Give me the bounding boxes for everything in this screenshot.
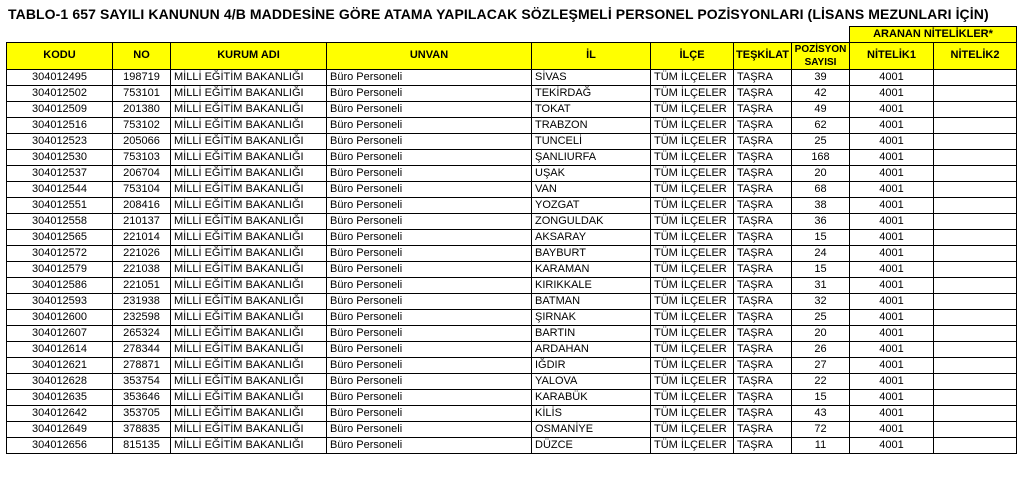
cell-no: 201380 <box>113 101 171 117</box>
cell-pozisyon-sayisi: 15 <box>792 389 850 405</box>
cell-no: 353646 <box>113 389 171 405</box>
cell-il: DÜZCE <box>532 437 651 453</box>
table-row <box>7 85 1017 101</box>
cell-no: 205066 <box>113 133 171 149</box>
cell-kurum-adi: MİLLİ EĞİTİM BAKANLIĞI <box>171 421 327 437</box>
cell-kodu: 304012509 <box>7 101 113 117</box>
cell-pozisyon-sayisi: 32 <box>792 293 850 309</box>
col-header-no: NO <box>113 42 171 69</box>
cell-nitelik2 <box>934 197 1017 213</box>
cell-ilce: TÜM İLÇELER <box>651 149 734 165</box>
cell-nitelik2 <box>934 213 1017 229</box>
cell-unvan: Büro Personeli <box>327 245 532 261</box>
cell-no: 353754 <box>113 373 171 389</box>
cell-kodu: 304012502 <box>7 85 113 101</box>
table-row <box>7 117 1017 133</box>
cell-kurum-adi: MİLLİ EĞİTİM BAKANLIĞI <box>171 229 327 245</box>
cell-kurum-adi: MİLLİ EĞİTİM BAKANLIĞI <box>171 341 327 357</box>
cell-kodu: 304012495 <box>7 69 113 85</box>
cell-teskilat: TAŞRA <box>734 405 792 421</box>
cell-unvan: Büro Personeli <box>327 277 532 293</box>
cell-kurum-adi: MİLLİ EĞİTİM BAKANLIĞI <box>171 261 327 277</box>
table-row <box>7 101 1017 117</box>
cell-ilce: TÜM İLÇELER <box>651 277 734 293</box>
cell-teskilat: TAŞRA <box>734 261 792 277</box>
cell-ilce: TÜM İLÇELER <box>651 421 734 437</box>
cell-ilce: TÜM İLÇELER <box>651 405 734 421</box>
cell-teskilat: TAŞRA <box>734 165 792 181</box>
cell-teskilat: TAŞRA <box>734 149 792 165</box>
table-row <box>7 197 1017 213</box>
table-row <box>7 277 1017 293</box>
cell-nitelik2 <box>934 261 1017 277</box>
cell-kurum-adi: MİLLİ EĞİTİM BAKANLIĞI <box>171 213 327 229</box>
cell-ilce: TÜM İLÇELER <box>651 437 734 453</box>
cell-nitelik2 <box>934 357 1017 373</box>
table-row <box>7 325 1017 341</box>
cell-unvan: Büro Personeli <box>327 197 532 213</box>
cell-ilce: TÜM İLÇELER <box>651 165 734 181</box>
cell-kodu: 304012558 <box>7 213 113 229</box>
cell-unvan: Büro Personeli <box>327 325 532 341</box>
cell-teskilat: TAŞRA <box>734 181 792 197</box>
cell-teskilat: TAŞRA <box>734 133 792 149</box>
table-row <box>7 309 1017 325</box>
cell-teskilat: TAŞRA <box>734 389 792 405</box>
cell-pozisyon-sayisi: 42 <box>792 85 850 101</box>
cell-nitelik1: 4001 <box>850 69 934 85</box>
cell-no: 753103 <box>113 149 171 165</box>
cell-no: 232598 <box>113 309 171 325</box>
table-row <box>7 389 1017 405</box>
cell-kurum-adi: MİLLİ EĞİTİM BAKANLIĞI <box>171 325 327 341</box>
cell-nitelik2 <box>934 437 1017 453</box>
cell-unvan: Büro Personeli <box>327 85 532 101</box>
cell-kodu: 304012642 <box>7 405 113 421</box>
cell-nitelik2 <box>934 229 1017 245</box>
table-row <box>7 373 1017 389</box>
cell-pozisyon-sayisi: 20 <box>792 325 850 341</box>
cell-il: UŞAK <box>532 165 651 181</box>
cell-kurum-adi: MİLLİ EĞİTİM BAKANLIĞI <box>171 389 327 405</box>
cell-no: 206704 <box>113 165 171 181</box>
cell-nitelik1: 4001 <box>850 165 934 181</box>
cell-teskilat: TAŞRA <box>734 293 792 309</box>
cell-kodu: 304012614 <box>7 341 113 357</box>
cell-unvan: Büro Personeli <box>327 165 532 181</box>
cell-kurum-adi: MİLLİ EĞİTİM BAKANLIĞI <box>171 69 327 85</box>
table-body <box>7 69 1017 453</box>
cell-nitelik1: 4001 <box>850 437 934 453</box>
cell-kodu: 304012656 <box>7 437 113 453</box>
cell-kodu: 304012565 <box>7 229 113 245</box>
cell-nitelik2 <box>934 117 1017 133</box>
table-row <box>7 341 1017 357</box>
cell-kodu: 304012586 <box>7 277 113 293</box>
page-title: TABLO-1 657 SAYILI KANUNUN 4/B MADDESİNE GÖRE ATAMA YAPILACAK SÖZLEŞMELİ PERSONEL POZİSYONLARI (LİSANS MEZUNLARI İÇİN) <box>8 6 989 22</box>
cell-nitelik1: 4001 <box>850 245 934 261</box>
cell-nitelik1: 4001 <box>850 85 934 101</box>
cell-il: TUNCELİ <box>532 133 651 149</box>
cell-nitelik1: 4001 <box>850 277 934 293</box>
col-header-ilce: İLÇE <box>651 42 734 69</box>
cell-kurum-adi: MİLLİ EĞİTİM BAKANLIĞI <box>171 165 327 181</box>
cell-nitelik1: 4001 <box>850 421 934 437</box>
cell-nitelik1: 4001 <box>850 309 934 325</box>
cell-kodu: 304012544 <box>7 181 113 197</box>
table-row <box>7 229 1017 245</box>
cell-nitelik2 <box>934 421 1017 437</box>
cell-unvan: Büro Personeli <box>327 101 532 117</box>
cell-unvan: Büro Personeli <box>327 149 532 165</box>
cell-il: AKSARAY <box>532 229 651 245</box>
cell-il: BARTIN <box>532 325 651 341</box>
col-header-pozisyon-line1: POZİSYON <box>794 43 847 55</box>
cell-pozisyon-sayisi: 72 <box>792 421 850 437</box>
cell-ilce: TÜM İLÇELER <box>651 181 734 197</box>
cell-nitelik1: 4001 <box>850 229 934 245</box>
cell-no: 208416 <box>113 197 171 213</box>
cell-il: BATMAN <box>532 293 651 309</box>
cell-il: KIRIKKALE <box>532 277 651 293</box>
cell-kurum-adi: MİLLİ EĞİTİM BAKANLIĞI <box>171 293 327 309</box>
cell-nitelik1: 4001 <box>850 293 934 309</box>
cell-unvan: Büro Personeli <box>327 133 532 149</box>
cell-kodu: 304012516 <box>7 117 113 133</box>
table-row <box>7 245 1017 261</box>
cell-kurum-adi: MİLLİ EĞİTİM BAKANLIĞI <box>171 133 327 149</box>
cell-ilce: TÜM İLÇELER <box>651 229 734 245</box>
header-spacer <box>7 27 850 43</box>
cell-teskilat: TAŞRA <box>734 197 792 213</box>
cell-pozisyon-sayisi: 20 <box>792 165 850 181</box>
cell-il: SİVAS <box>532 69 651 85</box>
cell-nitelik1: 4001 <box>850 149 934 165</box>
cell-nitelik1: 4001 <box>850 261 934 277</box>
cell-ilce: TÜM İLÇELER <box>651 293 734 309</box>
col-header-unvan: UNVAN <box>327 42 532 69</box>
cell-unvan: Büro Personeli <box>327 117 532 133</box>
cell-kodu: 304012649 <box>7 421 113 437</box>
cell-kodu: 304012635 <box>7 389 113 405</box>
cell-pozisyon-sayisi: 31 <box>792 277 850 293</box>
cell-il: VAN <box>532 181 651 197</box>
cell-nitelik2 <box>934 309 1017 325</box>
cell-no: 231938 <box>113 293 171 309</box>
cell-no: 221014 <box>113 229 171 245</box>
cell-pozisyon-sayisi: 22 <box>792 373 850 389</box>
cell-no: 815135 <box>113 437 171 453</box>
cell-unvan: Büro Personeli <box>327 229 532 245</box>
cell-unvan: Büro Personeli <box>327 341 532 357</box>
table-row <box>7 405 1017 421</box>
cell-ilce: TÜM İLÇELER <box>651 245 734 261</box>
cell-ilce: TÜM İLÇELER <box>651 357 734 373</box>
cell-unvan: Büro Personeli <box>327 421 532 437</box>
col-header-pozisyon-sayisi <box>792 42 850 69</box>
cell-unvan: Büro Personeli <box>327 309 532 325</box>
cell-nitelik2 <box>934 101 1017 117</box>
cell-nitelik2 <box>934 85 1017 101</box>
cell-unvan: Büro Personeli <box>327 373 532 389</box>
cell-no: 753101 <box>113 85 171 101</box>
cell-il: TEKİRDAĞ <box>532 85 651 101</box>
cell-no: 753102 <box>113 117 171 133</box>
cell-nitelik1: 4001 <box>850 213 934 229</box>
cell-ilce: TÜM İLÇELER <box>651 373 734 389</box>
cell-pozisyon-sayisi: 62 <box>792 117 850 133</box>
cell-pozisyon-sayisi: 43 <box>792 405 850 421</box>
cell-pozisyon-sayisi: 27 <box>792 357 850 373</box>
cell-il: ŞANLIURFA <box>532 149 651 165</box>
cell-pozisyon-sayisi: 25 <box>792 133 850 149</box>
cell-teskilat: TAŞRA <box>734 421 792 437</box>
cell-teskilat: TAŞRA <box>734 309 792 325</box>
col-header-kurum-adi: KURUM ADI <box>171 42 327 69</box>
cell-ilce: TÜM İLÇELER <box>651 325 734 341</box>
cell-il: KARAMAN <box>532 261 651 277</box>
cell-nitelik1: 4001 <box>850 117 934 133</box>
table-row <box>7 293 1017 309</box>
cell-il: KARABÜK <box>532 389 651 405</box>
cell-kurum-adi: MİLLİ EĞİTİM BAKANLIĞI <box>171 197 327 213</box>
cell-nitelik1: 4001 <box>850 325 934 341</box>
cell-kurum-adi: MİLLİ EĞİTİM BAKANLIĞI <box>171 101 327 117</box>
cell-teskilat: TAŞRA <box>734 325 792 341</box>
cell-kurum-adi: MİLLİ EĞİTİM BAKANLIĞI <box>171 309 327 325</box>
cell-kurum-adi: MİLLİ EĞİTİM BAKANLIĞI <box>171 85 327 101</box>
cell-pozisyon-sayisi: 15 <box>792 261 850 277</box>
cell-unvan: Büro Personeli <box>327 213 532 229</box>
cell-nitelik2 <box>934 373 1017 389</box>
cell-il: KİLİS <box>532 405 651 421</box>
cell-kodu: 304012600 <box>7 309 113 325</box>
cell-teskilat: TAŞRA <box>734 117 792 133</box>
cell-kurum-adi: MİLLİ EĞİTİM BAKANLIĞI <box>171 437 327 453</box>
cell-no: 278871 <box>113 357 171 373</box>
cell-nitelik2 <box>934 181 1017 197</box>
cell-nitelik1: 4001 <box>850 101 934 117</box>
cell-no: 221038 <box>113 261 171 277</box>
cell-ilce: TÜM İLÇELER <box>651 69 734 85</box>
cell-nitelik2 <box>934 389 1017 405</box>
cell-kurum-adi: MİLLİ EĞİTİM BAKANLIĞI <box>171 357 327 373</box>
table-row <box>7 181 1017 197</box>
col-header-pozisyon-line2: SAYISI <box>804 56 837 68</box>
col-header-teskilat: TEŞKİLAT <box>734 42 792 69</box>
cell-ilce: TÜM İLÇELER <box>651 101 734 117</box>
cell-teskilat: TAŞRA <box>734 101 792 117</box>
table-row <box>7 133 1017 149</box>
cell-kurum-adi: MİLLİ EĞİTİM BAKANLIĞI <box>171 277 327 293</box>
table-row <box>7 213 1017 229</box>
cell-teskilat: TAŞRA <box>734 69 792 85</box>
cell-kurum-adi: MİLLİ EĞİTİM BAKANLIĞI <box>171 181 327 197</box>
cell-unvan: Büro Personeli <box>327 405 532 421</box>
col-header-nitelik2: NİTELİK2 <box>934 42 1017 69</box>
cell-teskilat: TAŞRA <box>734 373 792 389</box>
cell-kodu: 304012621 <box>7 357 113 373</box>
cell-kodu: 304012579 <box>7 261 113 277</box>
cell-teskilat: TAŞRA <box>734 229 792 245</box>
cell-il: IĞDIR <box>532 357 651 373</box>
cell-ilce: TÜM İLÇELER <box>651 85 734 101</box>
col-header-kodu: KODU <box>7 42 113 69</box>
cell-no: 753104 <box>113 181 171 197</box>
table-row <box>7 165 1017 181</box>
cell-nitelik2 <box>934 133 1017 149</box>
cell-no: 198719 <box>113 69 171 85</box>
cell-nitelik2 <box>934 293 1017 309</box>
cell-kurum-adi: MİLLİ EĞİTİM BAKANLIĞI <box>171 405 327 421</box>
cell-no: 353705 <box>113 405 171 421</box>
cell-pozisyon-sayisi: 25 <box>792 309 850 325</box>
cell-il: ZONGULDAK <box>532 213 651 229</box>
cell-ilce: TÜM İLÇELER <box>651 309 734 325</box>
cell-no: 378835 <box>113 421 171 437</box>
cell-pozisyon-sayisi: 38 <box>792 197 850 213</box>
cell-nitelik2 <box>934 325 1017 341</box>
cell-unvan: Büro Personeli <box>327 69 532 85</box>
cell-il: TOKAT <box>532 101 651 117</box>
cell-kodu: 304012607 <box>7 325 113 341</box>
cell-unvan: Büro Personeli <box>327 181 532 197</box>
cell-il: TRABZON <box>532 117 651 133</box>
cell-nitelik2 <box>934 277 1017 293</box>
cell-il: YOZGAT <box>532 197 651 213</box>
cell-no: 221026 <box>113 245 171 261</box>
cell-kurum-adi: MİLLİ EĞİTİM BAKANLIĞI <box>171 373 327 389</box>
cell-ilce: TÜM İLÇELER <box>651 117 734 133</box>
cell-nitelik1: 4001 <box>850 373 934 389</box>
cell-ilce: TÜM İLÇELER <box>651 341 734 357</box>
cell-ilce: TÜM İLÇELER <box>651 197 734 213</box>
cell-teskilat: TAŞRA <box>734 213 792 229</box>
cell-no: 278344 <box>113 341 171 357</box>
cell-kurum-adi: MİLLİ EĞİTİM BAKANLIĞI <box>171 117 327 133</box>
cell-kodu: 304012530 <box>7 149 113 165</box>
col-header-il: İL <box>532 42 651 69</box>
cell-ilce: TÜM İLÇELER <box>651 133 734 149</box>
cell-pozisyon-sayisi: 168 <box>792 149 850 165</box>
cell-ilce: TÜM İLÇELER <box>651 389 734 405</box>
cell-pozisyon-sayisi: 39 <box>792 69 850 85</box>
cell-unvan: Büro Personeli <box>327 389 532 405</box>
cell-teskilat: TAŞRA <box>734 277 792 293</box>
table-row <box>7 437 1017 453</box>
table-row <box>7 149 1017 165</box>
cell-pozisyon-sayisi: 26 <box>792 341 850 357</box>
cell-pozisyon-sayisi: 11 <box>792 437 850 453</box>
cell-pozisyon-sayisi: 36 <box>792 213 850 229</box>
cell-il: OSMANİYE <box>532 421 651 437</box>
cell-nitelik1: 4001 <box>850 197 934 213</box>
cell-il: BAYBURT <box>532 245 651 261</box>
cell-unvan: Büro Personeli <box>327 293 532 309</box>
cell-kodu: 304012572 <box>7 245 113 261</box>
cell-nitelik1: 4001 <box>850 341 934 357</box>
cell-teskilat: TAŞRA <box>734 357 792 373</box>
cell-nitelik2 <box>934 149 1017 165</box>
group-header-aranan-nitelikler: ARANAN NİTELİKLER* <box>850 27 1017 43</box>
table-row <box>7 421 1017 437</box>
cell-unvan: Büro Personeli <box>327 261 532 277</box>
cell-teskilat: TAŞRA <box>734 85 792 101</box>
cell-no: 210137 <box>113 213 171 229</box>
cell-nitelik1: 4001 <box>850 405 934 421</box>
cell-nitelik2 <box>934 405 1017 421</box>
cell-pozisyon-sayisi: 24 <box>792 245 850 261</box>
cell-il: ARDAHAN <box>532 341 651 357</box>
cell-nitelik1: 4001 <box>850 357 934 373</box>
cell-unvan: Büro Personeli <box>327 357 532 373</box>
cell-teskilat: TAŞRA <box>734 245 792 261</box>
cell-nitelik2 <box>934 341 1017 357</box>
cell-teskilat: TAŞRA <box>734 437 792 453</box>
cell-kurum-adi: MİLLİ EĞİTİM BAKANLIĞI <box>171 149 327 165</box>
cell-pozisyon-sayisi: 15 <box>792 229 850 245</box>
table-row <box>7 69 1017 85</box>
table-row <box>7 357 1017 373</box>
cell-kurum-adi: MİLLİ EĞİTİM BAKANLIĞI <box>171 245 327 261</box>
cell-kodu: 304012551 <box>7 197 113 213</box>
cell-ilce: TÜM İLÇELER <box>651 213 734 229</box>
positions-table <box>6 26 1017 454</box>
cell-no: 265324 <box>113 325 171 341</box>
cell-nitelik1: 4001 <box>850 133 934 149</box>
cell-ilce: TÜM İLÇELER <box>651 261 734 277</box>
cell-unvan: Büro Personeli <box>327 437 532 453</box>
table-row <box>7 261 1017 277</box>
cell-kodu: 304012537 <box>7 165 113 181</box>
cell-no: 221051 <box>113 277 171 293</box>
cell-nitelik1: 4001 <box>850 181 934 197</box>
cell-kodu: 304012628 <box>7 373 113 389</box>
cell-pozisyon-sayisi: 49 <box>792 101 850 117</box>
cell-nitelik1: 4001 <box>850 389 934 405</box>
cell-il: ŞIRNAK <box>532 309 651 325</box>
cell-il: YALOVA <box>532 373 651 389</box>
cell-nitelik2 <box>934 165 1017 181</box>
cell-pozisyon-sayisi: 68 <box>792 181 850 197</box>
cell-nitelik2 <box>934 69 1017 85</box>
cell-kodu: 304012523 <box>7 133 113 149</box>
cell-kodu: 304012593 <box>7 293 113 309</box>
cell-teskilat: TAŞRA <box>734 341 792 357</box>
cell-nitelik2 <box>934 245 1017 261</box>
col-header-nitelik1: NİTELİK1 <box>850 42 934 69</box>
